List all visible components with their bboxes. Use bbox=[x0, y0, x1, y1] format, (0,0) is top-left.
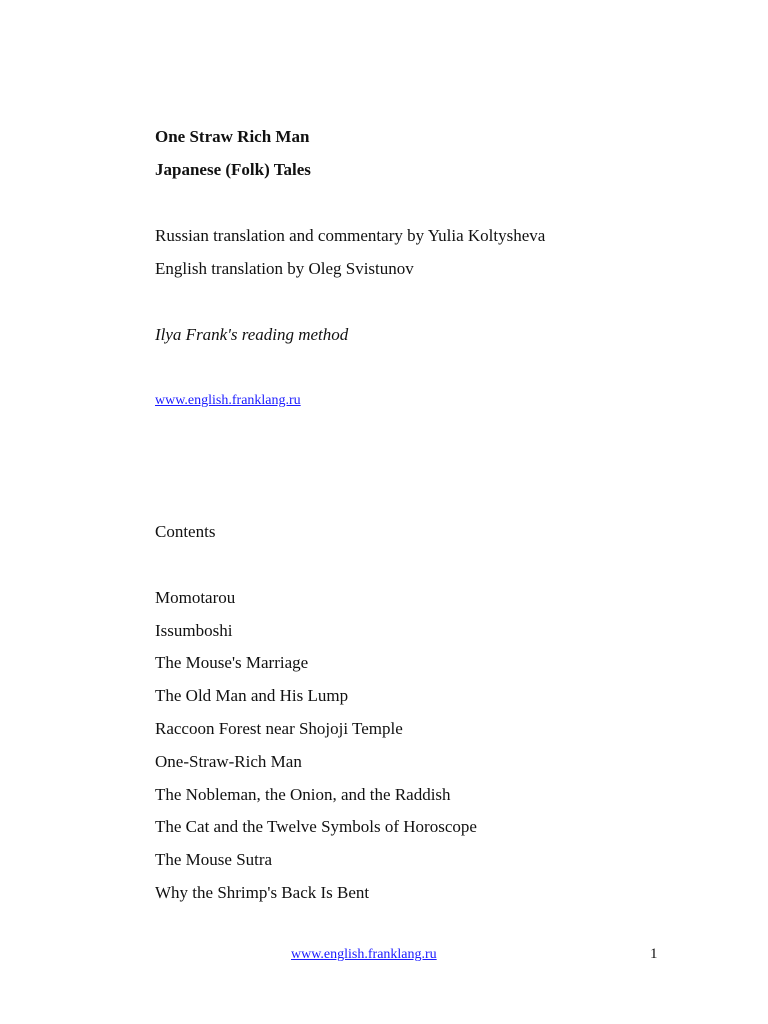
contents-item: Momotarou bbox=[155, 588, 236, 607]
contents-item: The Old Man and His Lump bbox=[155, 686, 349, 705]
contents-item: Why the Shrimp's Back Is Bent bbox=[155, 883, 370, 902]
contents-item: The Nobleman, the Onion, and the Raddish bbox=[155, 785, 451, 804]
contents-item: The Mouse Sutra bbox=[155, 850, 273, 869]
russian-translation-credit: Russian translation and commentary by Yulia Koltysheva bbox=[155, 226, 546, 245]
reading-method: Ilya Frank's reading method bbox=[155, 325, 349, 344]
website-link[interactable]: www.english.franklang.ru bbox=[155, 393, 301, 408]
contents-heading: Contents bbox=[155, 522, 216, 541]
contents-item: The Mouse's Marriage bbox=[155, 653, 309, 672]
document-subtitle: Japanese (Folk) Tales bbox=[155, 160, 311, 179]
footer-website-link[interactable]: www.english.franklang.ru bbox=[291, 947, 437, 962]
contents-item: Raccoon Forest near Shojoji Temple bbox=[155, 719, 403, 738]
document-title: One Straw Rich Man bbox=[155, 127, 310, 146]
contents-item: One-Straw-Rich Man bbox=[155, 752, 302, 771]
contents-item: The Cat and the Twelve Symbols of Horoscope bbox=[155, 817, 477, 836]
page-number: 1 bbox=[650, 946, 658, 962]
contents-item: Issumboshi bbox=[155, 621, 233, 640]
english-translation-credit: English translation by Oleg Svistunov bbox=[155, 259, 414, 278]
